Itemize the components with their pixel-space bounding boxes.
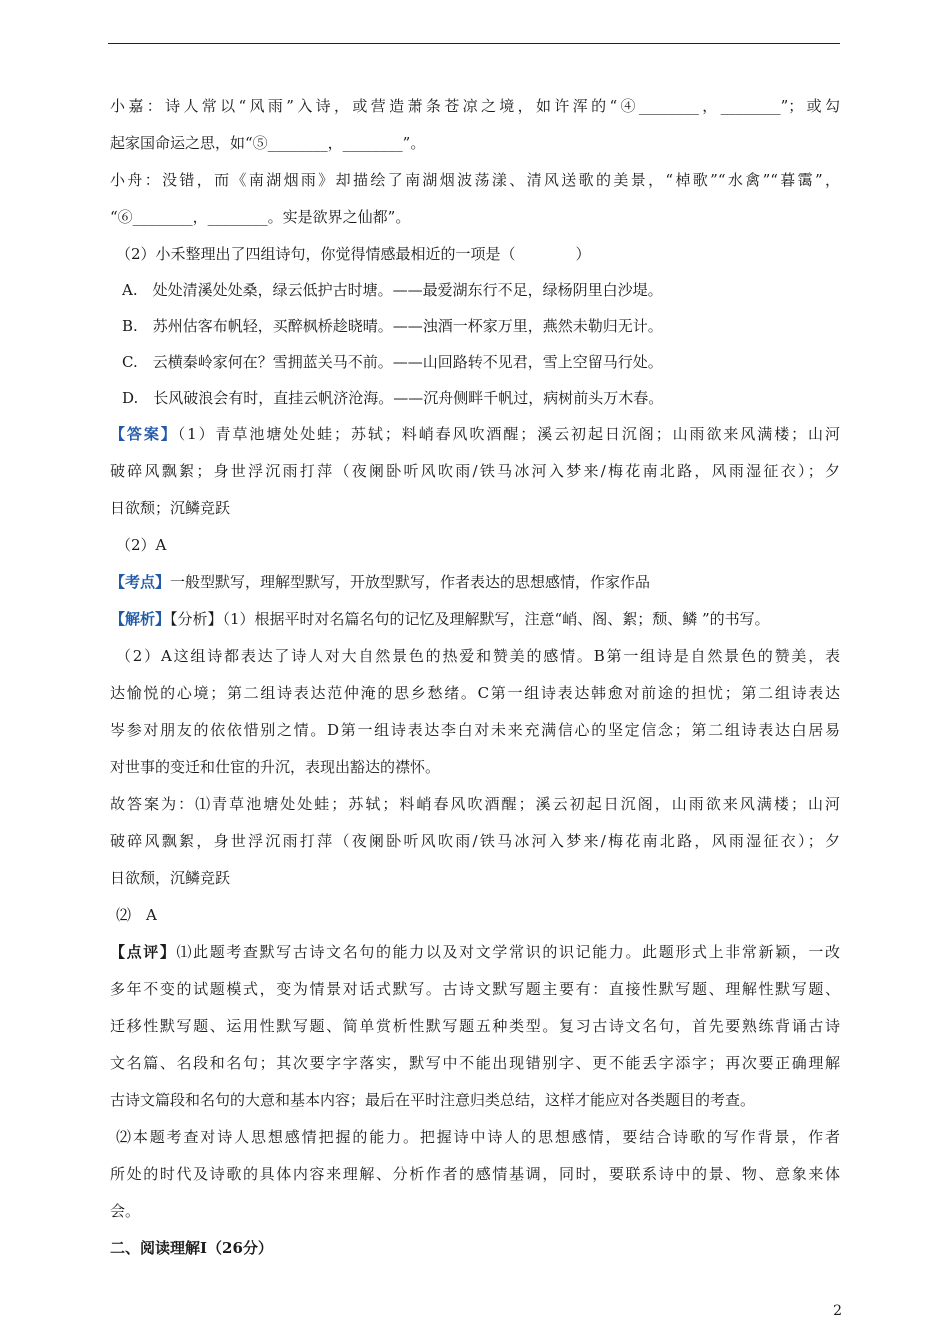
text-line: 破碎风飘絮；身世浮沉雨打萍（夜阑卧听风吹雨/铁马冰河入梦来/梅花南北路，风雨湿征衣）；夕: [110, 462, 840, 480]
option-d: D. 长风破浪会有时，直挂云帆济沧海。——沉舟侧畔千帆过，病树前头万木春。: [122, 389, 664, 407]
dianping-line: [110, 942, 840, 979]
option-a: A. 处处清溪处处桑，绿云低护古时塘。——最爱湖东行不足，绿杨阴里白沙堤。: [122, 281, 663, 299]
text-line: 迁移性默写题、运用性默写题、简单赏析性默写题五种类型。复习古诗文名句，首先要熟练背诵古诗: [110, 1017, 840, 1035]
dianping-tag: 【点评】: [110, 943, 177, 961]
option-b: B. 苏州估客布帆轻，买醉枫桥趁晓晴。——浊酒一杯家万里，燕然未勒归无计。: [122, 317, 663, 335]
text-line: 小嘉：诗人常以“风雨”入诗，或营造萧条苍凉之境，如许浑的“④________，________”；或勾: [110, 97, 840, 115]
text-line: 破碎风飘絮，身世浮沉雨打萍（夜阑卧听风吹雨/铁马冰河入梦来/梅花南北路，风雨湿征衣）；夕: [110, 832, 840, 850]
jiexi-text: 【分析】（1）根据平时对名篇名句的记忆及理解默写，注意“峭、阁、絮；颓、鳞 ”的书写。: [170, 610, 770, 628]
answer-text: （1）青草池塘处处蛙；苏轼；料峭春风吹酒醒；溪云初起日沉阁；山雨欲来风满楼；山河: [177, 425, 840, 443]
text-line: 所处的时代及诗歌的具体内容来理解、分析作者的感情基调，同时，要联系诗中的景、物、意象来体: [110, 1165, 840, 1183]
jiexi-line: [110, 609, 840, 646]
text-line: “⑥________，________。实是欲界之仙都”。: [110, 208, 411, 226]
kaodian-text: 一般型默写，理解型默写，开放型默写，作者表达的思想感情，作家作品: [170, 573, 651, 591]
text-line: 故答案为：⑴青草池塘处处蛙；苏轼；料峭春风吹酒醒；溪云初起日沉阁，山雨欲来风满楼；山河: [110, 795, 840, 813]
dianping-text: ⑴此题考查默写古诗文名句的能力以及对文学常识的识记能力。此题形式上非常新颖，一改: [176, 943, 840, 961]
question-2-stem: （2）小禾整理出了四组诗句，你觉得情感最相近的一项是（ ）: [116, 245, 591, 263]
answer-tag: 【答案】: [110, 425, 178, 443]
text-line: 古诗文篇段和名句的大意和基本内容；最后在平时注意归类总结，这样才能应对各类题目的考查。: [110, 1091, 756, 1109]
text-line: 达愉悦的心境；第二组诗表达范仲淹的思乡愁绪。C第一组诗表达韩愈对前途的担忧；第二组诗表达: [110, 684, 840, 702]
text-line: （2）A这组诗都表达了诗人对大自然景色的热爱和赞美的感情。B第一组诗是自然景色的赞美，表: [116, 647, 840, 665]
text-line: 日欲颓，沉鳞竞跃: [110, 869, 231, 887]
text-line: 起家国命运之思，如“⑤________，________”。: [110, 134, 426, 152]
answer-line: [110, 424, 840, 461]
text-line: ⑵ A: [116, 906, 157, 924]
page-number: 2: [833, 1303, 842, 1319]
text-line: 小舟：没错，而《南湖烟雨》却描绘了南湖烟波荡漾、清风送歌的美景，“棹歌”“水禽”“暮霭”，: [110, 171, 840, 189]
option-c: C. 云横秦岭家何在？雪拥蓝关马不前。——山回路转不见君，雪上空留马行处。: [122, 353, 663, 371]
text-line: 文名篇、名段和名句；其次要字字落实，默写中不能出现错别字、更不能丢字添字；再次要正确理解: [110, 1054, 840, 1072]
answer-2: （2）A: [116, 536, 167, 554]
text-line: 对世事的变迁和仕宦的升沉，表现出豁达的襟怀。: [110, 758, 441, 776]
document-body: [110, 96, 840, 1275]
section-heading: 二、阅读理解Ⅰ（26分）: [110, 1239, 273, 1257]
kaodian-tag: 【考点】: [110, 573, 171, 591]
text-line: 会。: [110, 1202, 141, 1220]
header-rule: [108, 43, 840, 44]
jiexi-tag: 【解析】: [110, 610, 171, 628]
kaodian-line: [110, 572, 840, 609]
text-line: 多年不变的试题模式，变为情景对话式默写。古诗文默写题主要有：直接性默写题、理解性默写题、: [110, 980, 840, 998]
text-line: 日欲颓；沉鳞竞跃: [110, 499, 231, 517]
text-line: ⑵本题考查对诗人思想感情把握的能力。把握诗中诗人的思想感情，要结合诗歌的写作背景，作者: [116, 1128, 840, 1146]
text-line: 岑参对朋友的依依惜别之情。D第一组诗表达李白对未来充满信心的坚定信念；第二组诗表达白居易: [110, 721, 840, 739]
